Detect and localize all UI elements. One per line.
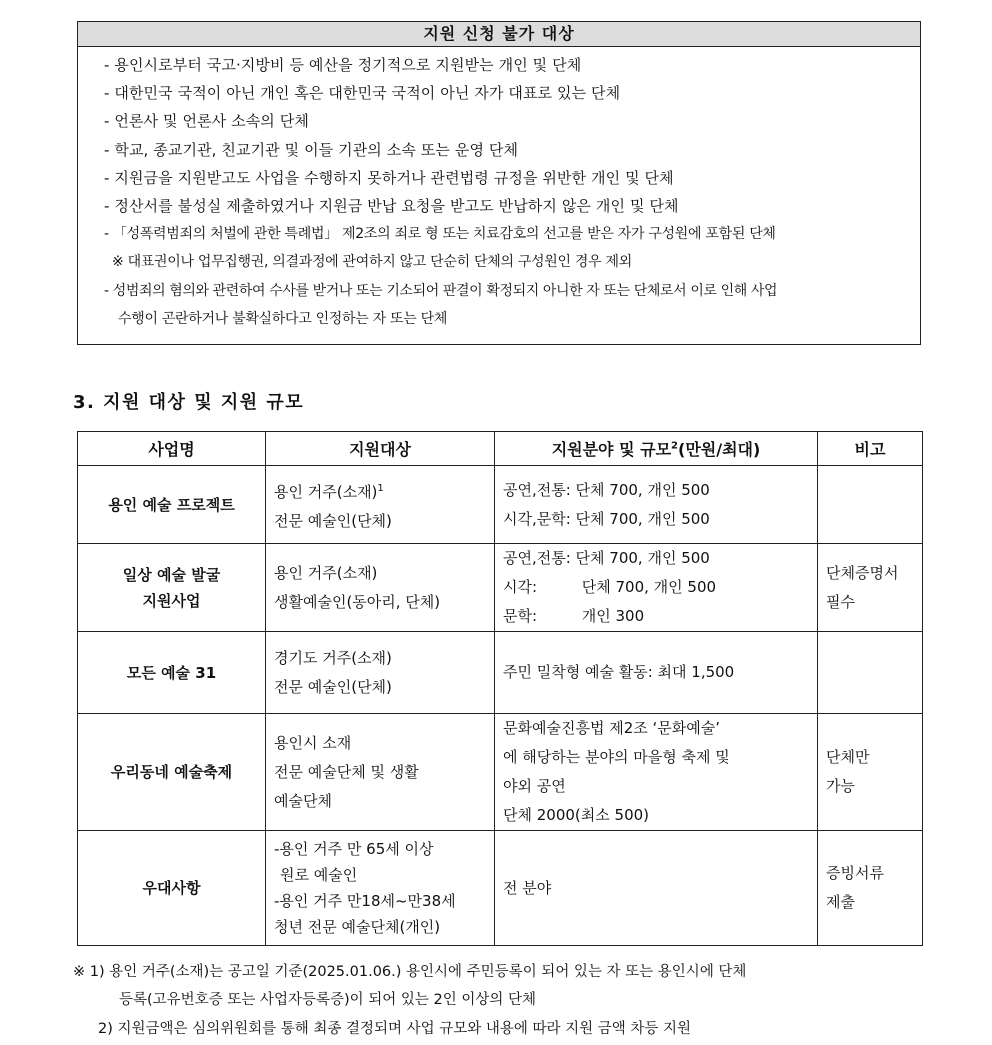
program-note: 증빙서류 제출 [818, 831, 923, 946]
restriction-item: - 언론사 및 언론사 소속의 단체 [104, 112, 309, 131]
restriction-item: - 용인시로부터 국고·지방비 등 예산을 정기적으로 지원받는 개인 및 단체 [104, 56, 582, 74]
footnote-1: ※ 1) 용인 거주(소재)는 공고일 기준(2025.01.06.) 용인시에 주민등록이 되어 있는 자 또는 용인시에 단체 [73, 964, 747, 980]
restriction-item-continued: 수행이 곤란하거나 불확실하다고 인정하는 자 또는 단체 [118, 310, 448, 327]
table-row [78, 714, 923, 831]
footnote-1-continued: 등록(고유번호증 또는 사업자등록증)이 되어 있는 2인 이상의 단체 [119, 992, 536, 1008]
program-field: 전 분야 [495, 831, 818, 946]
support-table [77, 431, 923, 946]
program-note [818, 466, 923, 544]
program-field: 문화예술진흥법 제2조 ‘문화예술’ 에 해당하는 분야의 마을형 축제 및 야외 공연 단체 2000(최소 500) [495, 714, 818, 831]
program-name: 우리동네 예술축제 [78, 714, 266, 831]
program-note: 단체증명서 필수 [818, 544, 923, 632]
footnote-2: 2) 지원금액은 심의위원회를 통해 최종 결정되며 사업 규모와 내용에 따라 지원 금액 차등 지원 [98, 1021, 692, 1037]
restriction-item: - 지원금을 지원받고도 사업을 수행하지 못하거나 관련법령 규정을 위반한 개인 및 단체 [104, 168, 674, 187]
restriction-item: - 정산서를 불성실 제출하였거나 지원금 반납 요청을 받고도 반납하지 않은 개인 및 단체 [104, 196, 679, 215]
table-row [78, 632, 923, 714]
program-target: 경기도 거주(소재) 전문 예술인(단체) [266, 632, 495, 714]
table-row [78, 831, 923, 946]
program-target: 용인 거주(소재) 생활예술인(동아리, 단체) [266, 544, 495, 632]
program-target: 용인시 소재 전문 예술단체 및 생활 예술단체 [266, 714, 495, 831]
header-target: 지원대상 [266, 432, 495, 466]
header-field: 지원분야 및 규모$^2$(만원/최대) [495, 432, 818, 466]
program-name: 모든 예술 31 [78, 632, 266, 714]
table-header-row [78, 432, 923, 466]
restriction-box-title: 지원 신청 불가 대상 [78, 22, 920, 47]
program-name: 용인 예술 프로젝트 [78, 466, 266, 544]
program-field: 주민 밀착형 예술 활동: 최대 1,500 [495, 632, 818, 714]
program-note: 단체만 가능 [818, 714, 923, 831]
restriction-box [77, 21, 921, 345]
restriction-item: - 성범죄의 혐의와 관련하여 수사를 받거나 또는 기소되어 판결이 확정되지 아니한 자 또는 단체로서 이로 인해 사업 [104, 282, 778, 299]
program-note [818, 632, 923, 714]
header-name: 사업명 [78, 432, 266, 466]
program-target: -용인 거주 만 65세 이상 원로 예술인 -용인 거주 만18세~만38세 청년 전문 예술단체(개인) [266, 831, 495, 946]
restriction-list [78, 47, 920, 333]
restriction-item: - 대한민국 국적이 아닌 개인 혹은 대한민국 국적이 아닌 자가 대표로 있는 단체 [104, 84, 621, 103]
table-row [78, 544, 923, 632]
restriction-item: - 학교, 종교기관, 친교기관 및 이들 기관의 소속 또는 운영 단체 [104, 140, 519, 159]
program-target: 용인 거주(소재)$^1$ 전문 예술인(단체) [266, 466, 495, 544]
restriction-note: ※ 대표권이나 업무집행권, 의결과정에 관여하지 않고 단순히 단체의 구성원인 경우 제외 [112, 254, 632, 271]
program-name: 우대사항 [78, 831, 266, 946]
section-title: 3. 지원 대상 및 지원 규모 [73, 392, 305, 413]
header-note: 비고 [818, 432, 923, 466]
program-field: 공연,전통: 단체 700, 개인 500 시각,문학: 단체 700, 개인 500 [495, 466, 818, 544]
table-row [78, 466, 923, 544]
restriction-item: - 「성폭력범죄의 처벌에 관한 특례법」 제2조의 죄로 형 또는 치료감호의 선고를 받은 자가 구성원에 포함된 단체 [104, 226, 776, 243]
program-name: 일상 예술 발굴 지원사업 [78, 544, 266, 632]
program-field: 공연,전통: 단체 700, 개인 500 시각: 단체 700, 개인 500 문학: 개인 300 [495, 544, 818, 632]
